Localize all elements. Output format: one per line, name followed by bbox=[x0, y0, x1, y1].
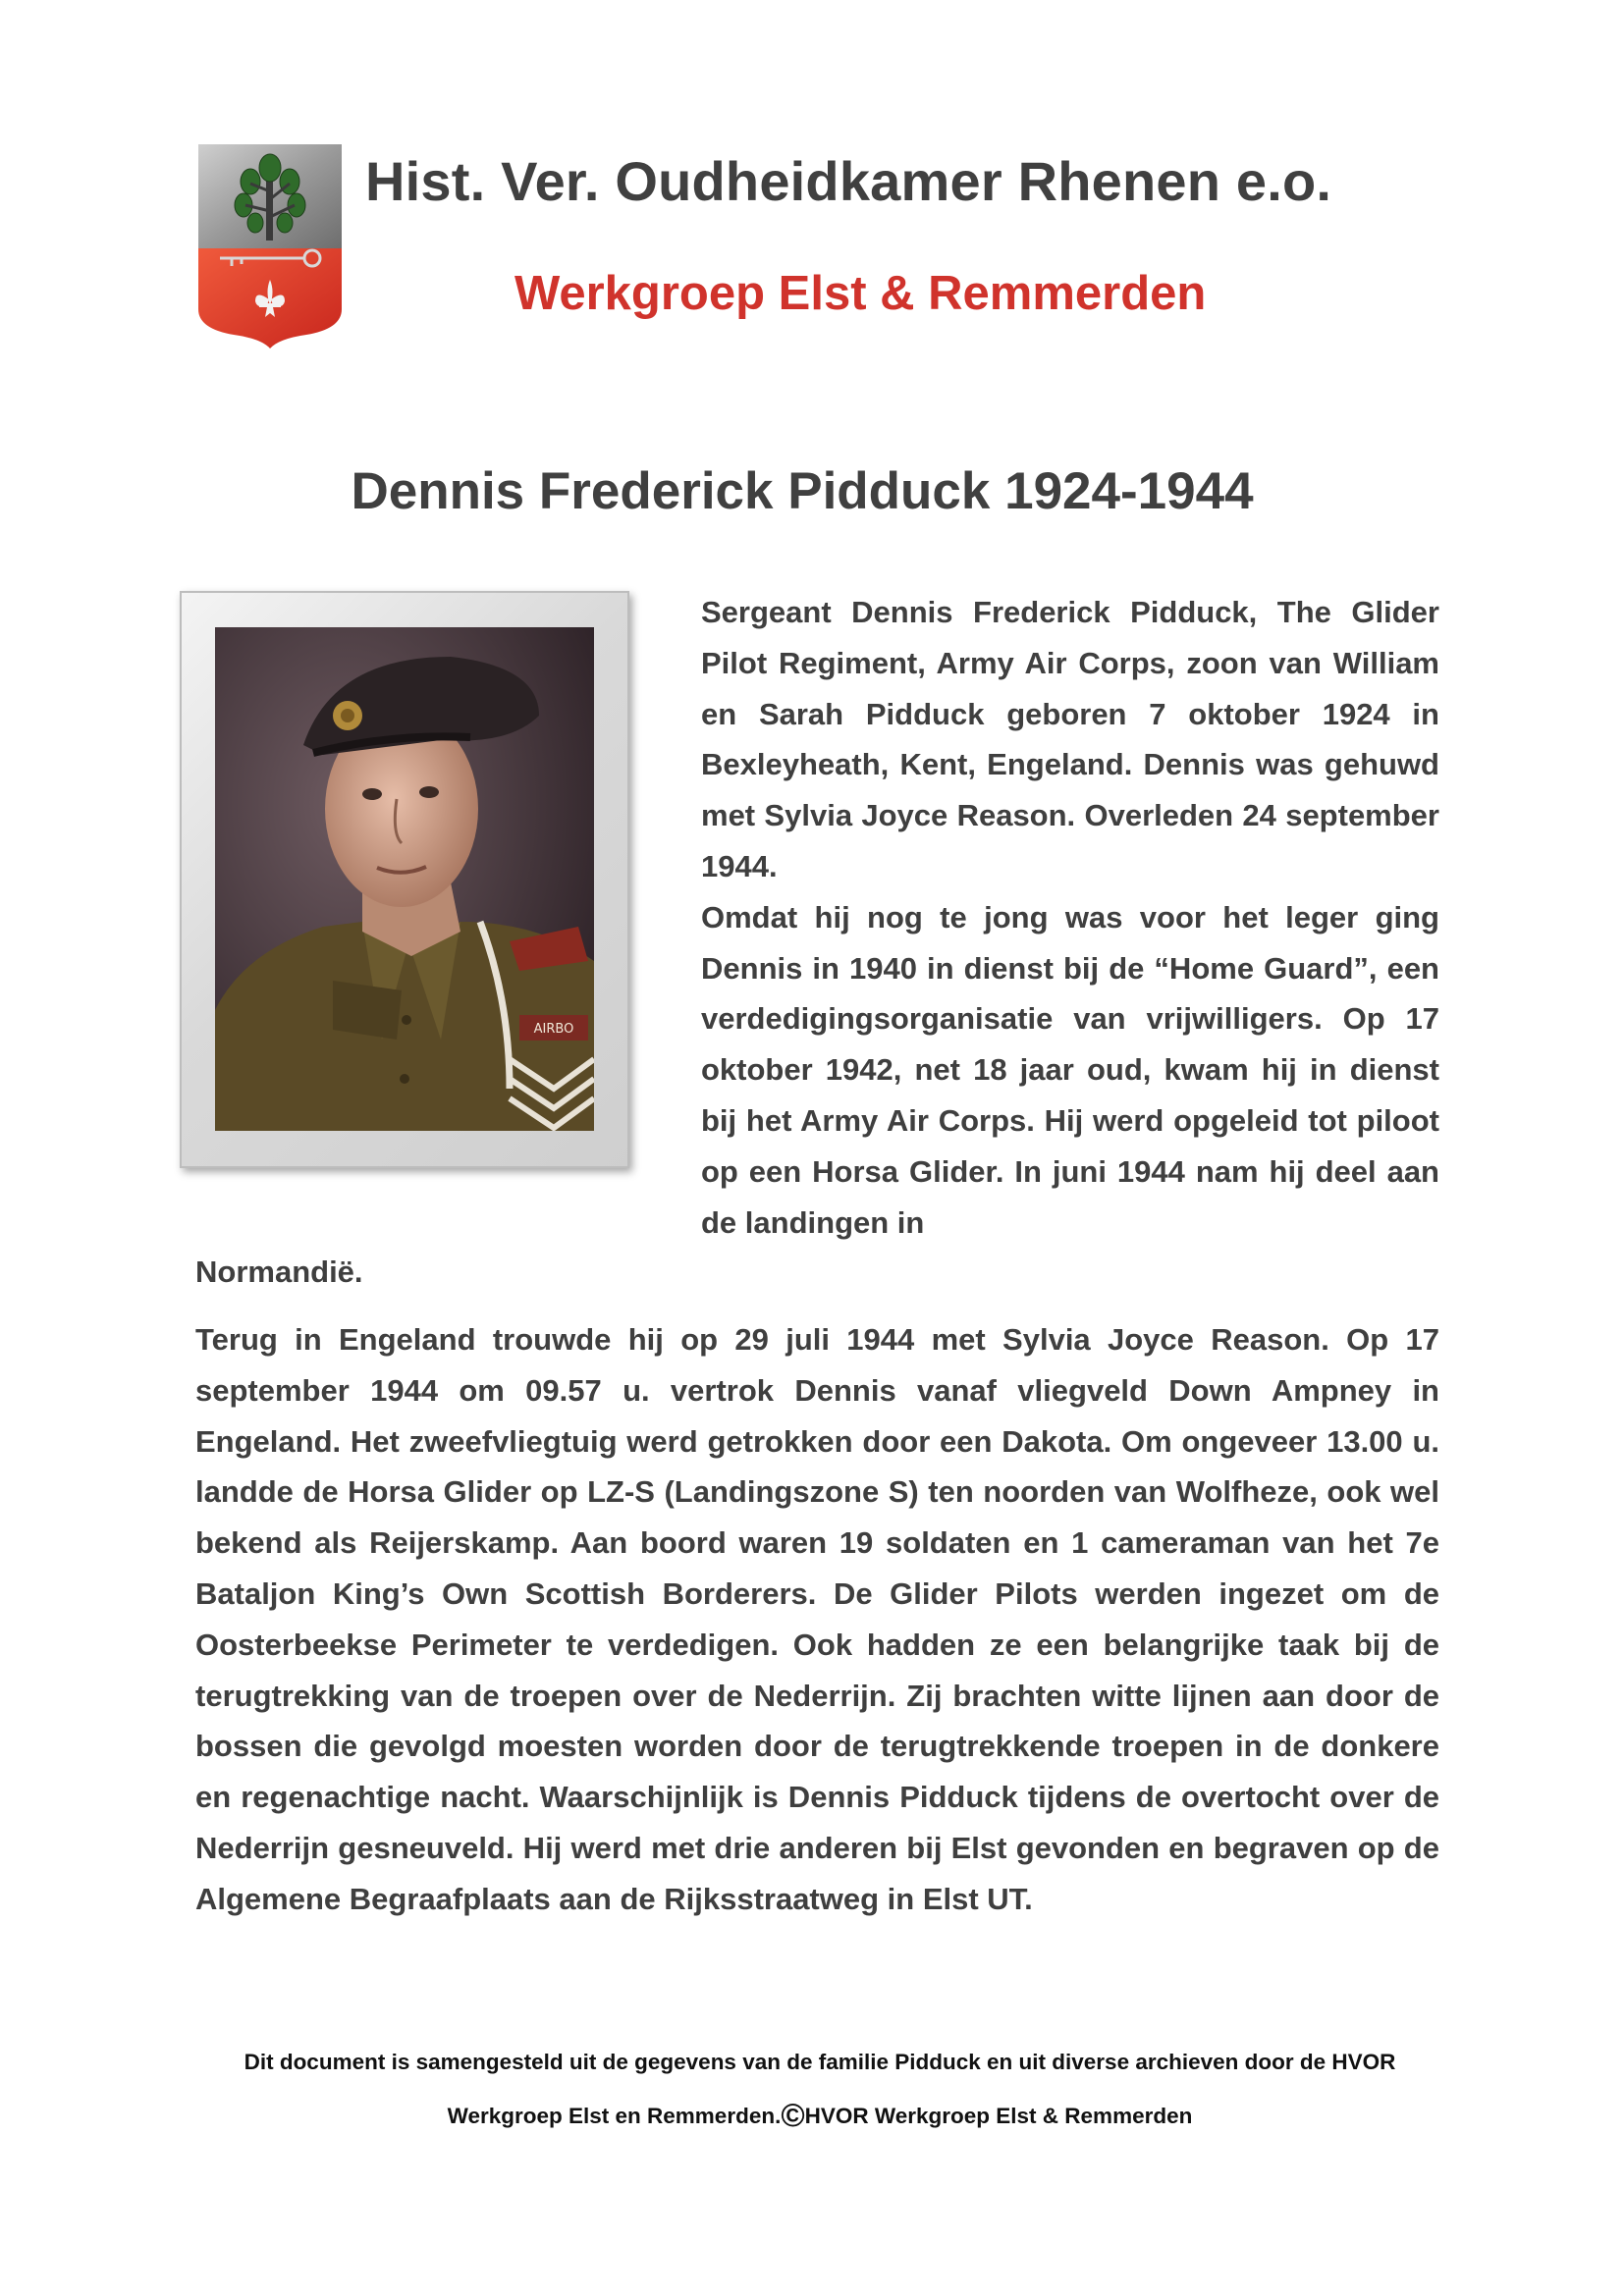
footer bbox=[187, 2036, 1453, 2143]
intro-paragraph-1: Sergeant Dennis Frederick Pidduck, The Glider Pilot Regiment, Army Air Corps, zoon van William en Sarah Pidduck geboren 7 oktober 1924 in Bexleyheath, Kent, Engeland. Dennis was gehuwd met Sylvia Joyce Reason. Overleden 24 september 1944. bbox=[701, 595, 1439, 883]
footer-line-2 bbox=[187, 2089, 1453, 2143]
coat-of-arms-icon bbox=[196, 142, 344, 348]
intro-continuation: Normandië. bbox=[195, 1255, 363, 1289]
portrait-frame bbox=[180, 591, 629, 1168]
soldier-portrait-icon bbox=[215, 627, 594, 1131]
footer-line-1: Dit document is samengesteld uit de gegevens van de familie Pidduck en uit diverse archieven door de HVOR bbox=[244, 2050, 1396, 2074]
intro-column bbox=[701, 587, 1439, 1248]
footer-line-2-start: Werkgroep Elst en Remmerden. bbox=[447, 2104, 782, 2128]
copyright-icon: © bbox=[781, 2097, 805, 2133]
page-title: Dennis Frederick Pidduck 1924-1944 bbox=[351, 462, 1254, 520]
organization-name: Hist. Ver. Oudheidkamer Rhenen e.o. bbox=[365, 150, 1332, 212]
footer-line-2-end: HVOR Werkgroep Elst & Remmerden bbox=[804, 2104, 1193, 2128]
workgroup-name: Werkgroep Elst & Remmerden bbox=[514, 267, 1207, 320]
svg-text:AIRBO: AIRBO bbox=[533, 1022, 574, 1037]
intro-paragraph-2: Omdat hij nog te jong was voor het leger ging Dennis in 1940 in dienst bij de “Home Guard”, een verdedigingsorganisatie van vrijwilligers. Op 17 oktober 1942, net 18 jaar oud, kwam hij in dienst bij het Army Air Corps. Hij werd opgeleid tot piloot op een Horsa Glider. In juni 1944 nam hij deel aan de landingen in bbox=[701, 899, 1439, 1240]
main-paragraph: Terug in Engeland trouwde hij op 29 juli 1944 met Sylvia Joyce Reason. Op 17 september 1944 om 09.57 u. vertrok Dennis vanaf vliegveld Down Ampney in Engeland. Het zweefvliegtuig werd getrokken door een Dakota. Om ongeveer 13.00 u. landde de Horsa Glider op LZ-S (Landingszone S) ten noorden van Wolfheze, ook wel bekend als Reijerskamp. Aan boord waren 19 soldaten en 1 cameraman van het 7e Bataljon King’s Own Scottish Borderers. De Glider Pilots werden ingezet om de Oosterbeekse Perimeter te verdedigen. Ook hadden ze een belangrijke taak bij de terugtrekking van de troepen over de Nederrijn. Zij brachten witte lijnen aan door de bossen die gevolgd moesten worden door de terugtrekkende troepen in de donkere en regenachtige nacht. Waarschijnlijk is Dennis Pidduck tijdens de overtocht over de Nederrijn gesneuveld. Hij werd met drie anderen bij Elst gevonden en begraven op de Algemene Begraafplaats aan de Rijksstraatweg in Elst UT. bbox=[195, 1322, 1439, 1916]
